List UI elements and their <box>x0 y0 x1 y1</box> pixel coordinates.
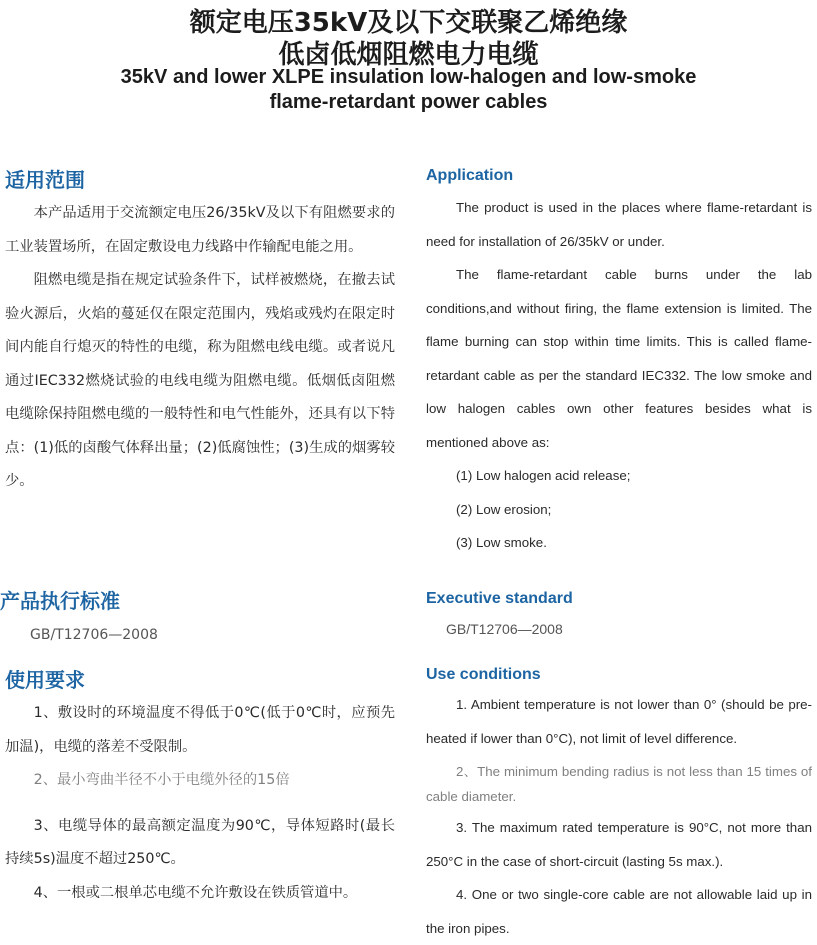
standard-cn-section <box>0 585 390 646</box>
use-conditions-en-item: 4. One or two single-core cable are not allowable laid up in the iron pipes. <box>426 887 812 936</box>
application-cn-para2: 阻燃电缆是指在规定试验条件下，试样被燃烧，在撤去试验火源后，火焰的蔓延仅在限定范围内，残焰或残灼在限定时间内能自行熄灭的特性的电缆，称为阻燃电线电缆。或者说凡通过IEC332燃烧试验的电线电缆为阻燃电缆。低烟低卤阻燃电缆除保持阻燃电缆的一般特性和电气性能外，还具有以下特点：(1)低的卤酸气体释出量；(2)低腐蚀性；(3)生成的烟雾较少。 <box>5 272 395 489</box>
standard-en-value: GB/T12706—2008 <box>446 621 563 637</box>
application-en-heading: Application <box>426 167 514 184</box>
use-conditions-cn-heading: 使用要求 <box>5 668 85 692</box>
application-cn-heading: 适用范围 <box>5 168 85 192</box>
standard-cn-heading: 产品执行标准 <box>0 589 120 613</box>
application-en-para1: The product is used in the places where flame-retardant is need for installation of 26/35kV or under. <box>426 200 812 249</box>
title-en-line1: 35kV and lower XLPE insulation low-halogen and low-smoke <box>120 66 697 88</box>
use-conditions-en-section <box>426 666 812 945</box>
use-conditions-en-item: 3. The maximum rated temperature is 90°C, not more than 250°C in the case of short-circuit (lasting 5s max.). <box>426 820 812 869</box>
use-conditions-en-item: 1. Ambient temperature is not lower than 0° (should be pre-heated if lower than 0°C), not limit of level difference. <box>426 697 812 746</box>
application-en-item: (2) Low erosion; <box>456 501 552 517</box>
application-en-item: (3) Low smoke. <box>456 535 547 550</box>
use-conditions-en-heading: Use conditions <box>426 666 541 683</box>
application-cn-section <box>5 164 395 499</box>
standard-en-section <box>426 590 812 640</box>
title-cn-line2: 低卤低烟阻燃电力电缆 <box>278 40 539 70</box>
application-cn-para1: 本产品适用于交流额定电压26/35kV及以下有阻燃要求的工业装置场所，在固定敷设电力线路中作输配电能之用。 <box>5 205 395 255</box>
standard-cn-value: GB/T12706—2008 <box>30 627 158 643</box>
use-conditions-cn-item: 2、最小弯曲半径不小于电缆外径的15倍 <box>33 772 290 788</box>
application-en-section <box>426 167 812 560</box>
application-en-item: (1) Low halogen acid release; <box>456 468 631 483</box>
use-conditions-en-item: 2、The minimum bending radius is not less than 15 times of cable diameter. <box>426 764 812 804</box>
title-en-line2: flame-retardant power cables <box>269 91 548 113</box>
use-conditions-cn-item: 1、敷设时的环境温度不得低于0℃(低于0℃时，应预先加温)，电缆的落差不受限制。 <box>5 705 395 755</box>
use-conditions-cn-section <box>5 664 395 910</box>
title-cn-line1: 额定电压35kV及以下交联聚乙烯绝缘 <box>189 8 628 38</box>
standard-en-heading: Executive standard <box>426 590 573 607</box>
use-conditions-cn-item: 3、电缆导体的最高额定温度为90℃，导体短路时(最长持续5s)温度不超过250℃。 <box>5 817 395 867</box>
application-en-para2: The flame-retardant cable burns under the lab conditions,and without firing, the flame extension is limited. The flame burning can stop within time limits. This is called flame-retardant cable as per the standard IEC332. The low smoke and low halogen cables own other features besides what is mentioned above as: <box>426 267 812 450</box>
use-conditions-cn-item: 4、一根或二根单芯电缆不允许敷设在铁质管道中。 <box>33 884 358 901</box>
